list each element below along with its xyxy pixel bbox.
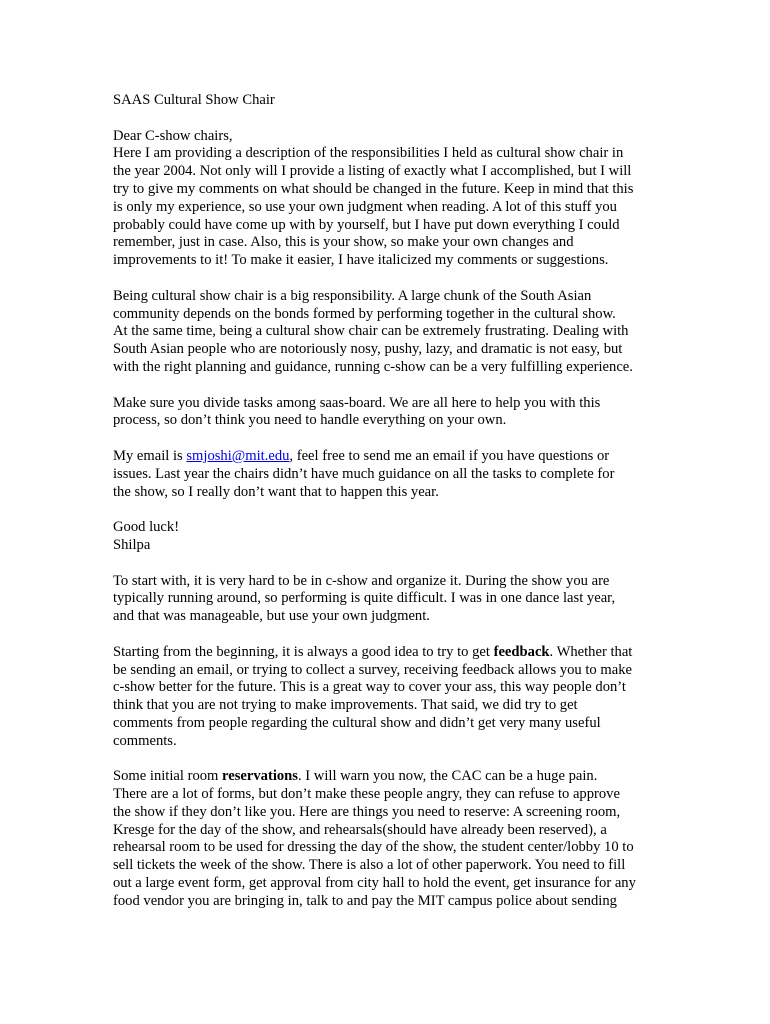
closing-line: Good luck! [113,519,180,536]
intro-line: the year 2004. Not only will I provide a listing of exactly what I accomplished, but I will [113,163,632,180]
paragraph-line: sell tickets the week of the show. There is also a lot of other paperwork. You need to fill [113,857,626,874]
paragraph-line: There are a lot of forms, but don’t make these people angry, they can refuse to approve [113,786,620,803]
paragraph-line [113,448,673,466]
feedback-keyword: feedback [493,643,550,660]
email-prefix-text: My email is [113,447,187,464]
paragraph-line: community depends on the bonds formed by performing together in the cultural show. [113,305,616,322]
intro-line: improvements to it! To make it easier, I have italicized my comments or suggestions. [113,252,609,269]
paragraph-line: out a large event form, get approval from city hall to hold the event, get insurance for any [113,875,636,892]
greeting-line: Dear C-show chairs, [113,127,233,144]
paragraph-line: comments. [113,732,177,749]
responsibility-paragraph [113,288,673,377]
intro-line: is only my experience, so use your own judgment when reading. A lot of this stuff you [113,198,617,215]
start-paragraph [113,573,673,626]
paragraph-line: To start with, it is very hard to be in c-show and organize it. During the show you are [113,572,610,589]
feedback-suffix-text: . Whether that [549,643,633,660]
email-paragraph [113,448,673,501]
feedback-paragraph [113,644,673,751]
feedback-prefix-text: Starting from the beginning, it is always a good idea to try to get [113,643,494,660]
email-link[interactable]: smjoshi@mit.edu [186,447,290,464]
paragraph-line: rehearsal room to be used for dressing the day of the show, the student center/lobby 10 to [113,839,634,856]
email-suffix-text: , feel free to send me an email if you have questions or [289,447,610,464]
paragraph-line: process, so don’t think you need to handle everything on your own. [113,412,507,429]
paragraph-line: the show, so I really don’t want that to happen this year. [113,483,439,500]
paragraph-line: be sending an email, or trying to collect a survey, receiving feedback allows you to make [113,661,632,678]
paragraph-line: Kresge for the day of the show, and rehearsals(should have already been reserved), a [113,821,607,838]
paragraph-line: c-show better for the future. This is a great way to cover your ass, this way people don’t [113,679,626,696]
reservations-paragraph [113,768,673,910]
intro-line: remember, just in case. Also, this is your show, so make your own changes and [113,234,574,251]
paragraph-line: and that was manageable, but use your own judgment. [113,608,430,625]
paragraph-line [113,644,673,662]
paragraph-line: food vendor you are bringing in, talk to and pay the MIT campus police about sending [113,892,617,909]
document-title: SAAS Cultural Show Chair [113,92,275,108]
paragraph-line: South Asian people who are notoriously nosy, pushy, lazy, and dramatic is not easy, but [113,341,623,358]
intro-line: try to give my comments on what should be changed in the future. Keep in mind that this [113,180,634,197]
paragraph-line: At the same time, being a cultural show chair can be extremely frustrating. Dealing with [113,323,629,340]
intro-line: Here I am providing a description of the responsibilities I held as cultural show chair in [113,145,624,162]
reservations-suffix-text: . I will warn you now, the CAC can be a huge pain. [297,768,598,785]
letter-intro-paragraph [113,128,673,270]
paragraph-line: issues. Last year the chairs didn’t have much guidance on all the tasks to complete for [113,465,615,482]
closing-block [113,519,673,555]
signature-line: Shilpa [113,536,151,553]
divide-tasks-paragraph [113,395,673,431]
paragraph-line: typically running around, so performing is quite difficult. I was in one dance last year, [113,590,616,607]
reservations-prefix-text: Some initial room [113,768,223,785]
document-page [113,92,673,928]
paragraph-line: the show if they don’t like you. Here are things you need to reserve: A screening room, [113,803,621,820]
reservations-keyword: reservations [222,768,298,785]
paragraph-line: with the right planning and guidance, running c-show can be a very fulfilling experience. [113,358,633,375]
intro-line: probably could have come up with by yourself, but I have put down everything I could [113,216,620,233]
paragraph-line: Make sure you divide tasks among saas-board. We are all here to help you with this [113,394,601,411]
paragraph-line: Being cultural show chair is a big responsibility. A large chunk of the South Asian [113,287,592,304]
paragraph-line: think that you are not trying to make improvements. That said, we did try to get [113,697,578,714]
paragraph-line [113,768,673,786]
paragraph-line: comments from people regarding the cultural show and didn’t get very many useful [113,714,601,731]
